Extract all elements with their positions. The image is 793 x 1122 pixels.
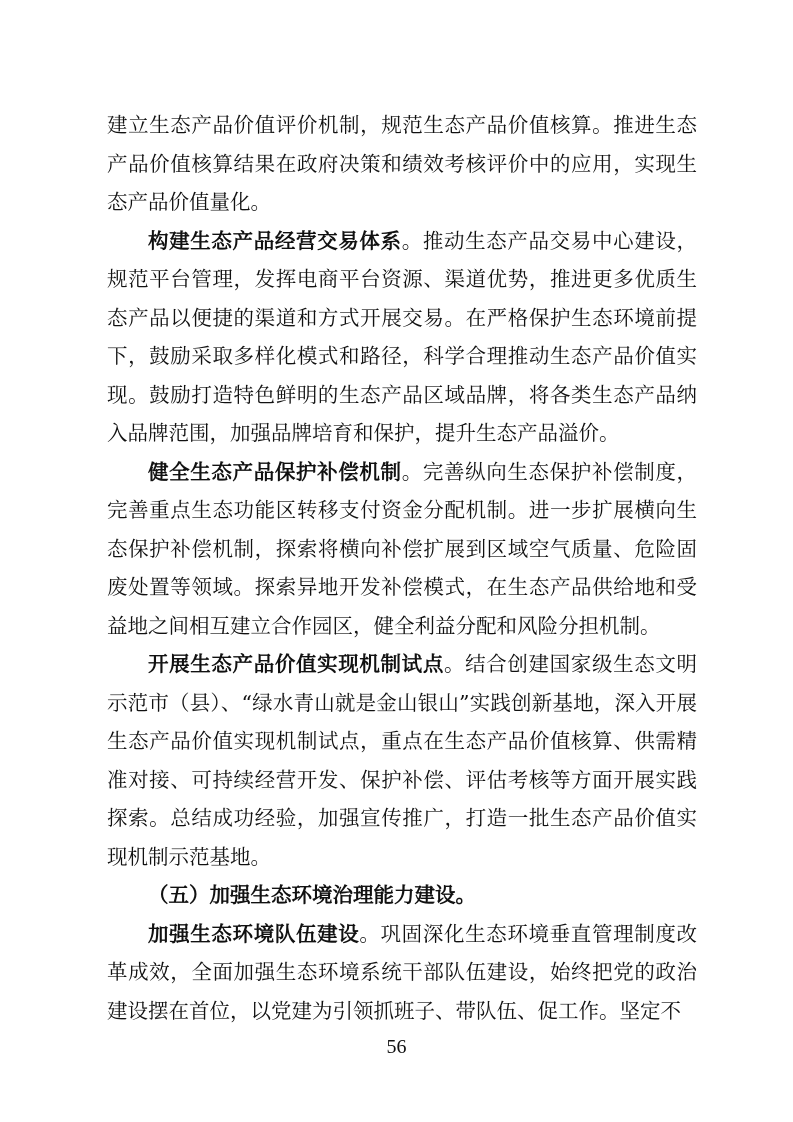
paragraph-3-lead: 健全生态产品保护补偿机制 [148, 459, 402, 484]
paragraph-2-text: 。推动生态产品交易中心建设，规范平台管理，发挥电商平台资源、渠道优势，推进更多优质生态产品以便捷的渠道和方式开展交易。在严格保护生态环境前提下，鼓励采取多样化模式和路径，科学合理推动生态产品价值实现。鼓励打造特色鲜明的生态产品区域品牌，将各类生态产品纳入品牌范围，加强品牌培育和保护，提升生态产品溢价。 [107, 228, 698, 445]
paragraph-4-lead: 开展生态产品价值实现机制试点 [148, 652, 444, 676]
paragraph-4-text: 。结合创建国家级生态文明示范市（县）、“绿水青山就是金山银山”实践创新基地，深入开展生态产品价值实现机制试点，重点在生态产品价值核算、供需精准对接、可持续经营开发、保护补偿、评估考核等方面开展实践探索。总结成功经验，加强宣传推广，打造一批生态产品价值实现机制示范基地。 [107, 652, 698, 869]
paragraph-1 [107, 106, 697, 222]
paragraph-3 [107, 453, 697, 646]
paragraph-2-lead: 构建生态产品经营交易体系 [148, 228, 402, 253]
page-number: 56 [386, 1036, 407, 1058]
paragraph-4 [107, 645, 697, 876]
body-text [107, 106, 697, 1030]
paragraph-5-lead: 加强生态环境队伍建设 [148, 921, 360, 946]
paragraph-2 [107, 222, 697, 453]
section-heading: （五）加强生态环境治理能力建设。 [148, 883, 476, 907]
paragraph-1-text: 建立生态产品价值评价机制，规范生态产品价值核算。推进生态产品价值核算结果在政府决策和绩效考核评价中的应用，实现生态产品价值量化。 [107, 113, 697, 214]
paragraph-5-text: 。巩固深化生态环境垂直管理制度改革成效，全面加强生态环境系统干部队伍建设，始终把党的政治建设摆在首位，以党建为引领抓班子、带队伍、促工作。坚定不 [107, 921, 698, 1023]
paragraph-3-text: 。完善纵向生态保护补偿制度，完善重点生态功能区转移支付资金分配机制。进一步扩展横向生态保护补偿机制，探索将横向补偿扩展到区域空气质量、危险固废处置等领域。探索异地开发补偿模式，在生态产品供给地和受益地之间相互建立合作园区，健全利益分配和风险分担机制。 [107, 459, 698, 638]
paragraph-5 [107, 915, 697, 1031]
